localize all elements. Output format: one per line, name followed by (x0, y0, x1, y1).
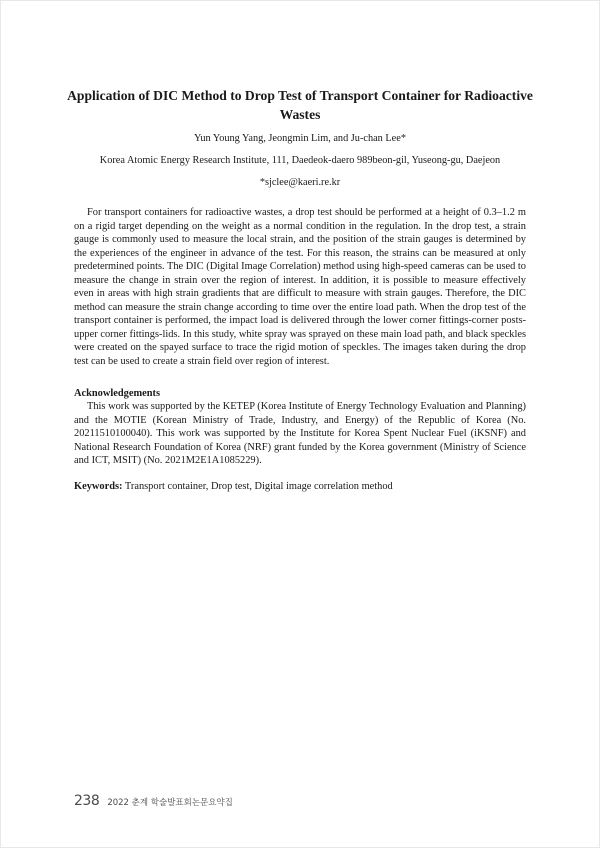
page-number: 238 (74, 793, 100, 809)
proceedings-title: 2022 춘계 학술발표회논문요약집 (107, 798, 233, 808)
keywords (74, 480, 526, 493)
paper-title: Application of DIC Method to Drop Test of Transport Container for Radioactive Wastes (67, 88, 533, 122)
acknowledgements-heading: Acknowledgements (74, 388, 161, 399)
keywords-label: Keywords: (74, 481, 123, 492)
affiliation: Korea Atomic Energy Research Institute, 111, Daedeok-daero 989beon-gil, Yuseong-gu, Daejeon (99, 155, 501, 166)
acknowledgements-body: This work was supported by the KETEP (Korea Institute of Energy Technology Evaluation and Planning) and the MOTIE (Korean Ministry of Trade, Industry, and Energy) of the Republic of Korea (No. 20211510100040). This work was supported by the Institute for Korea Spent Nuclear Fuel (iKSNF) and National Research Foundation of Korea (NRF) grant funded by the Korea government (Ministry of Science and ICT, MSIT) (No. 2021M2E1A1085229). (74, 401, 526, 466)
abstract-body: For transport containers for radioactive wastes, a drop test should be performed at a height of 0.3–1.2 m on a rigid target depending on the weight as a normal condition in the regulation. In the drop test, a strain gauge is commonly used to measure the local strain, and the position of the strain gauges is determined by the experiences of the engineer in advance of the test. For this reason, the strains can be measured at only predetermined points. The DIC (Digital Image Correlation) method using high-speed cameras can be used to measure the change in strain over the region of interest. In addition, it is possible to measure effectively even in areas with high strain gradients that are difficult to measure with strain gauges. Therefore, the DIC method can measure the strain change according to time over the entire load path. When the drop test of the transport container is performed, the impact load is delivered through the lower corner fittings-corner posts-upper corner fittings-lids. In this study, white spray was sprayed on these main load path, and black speckles were created on the spayed surface to trace the rigid motion of speckles. The images taken during the drop test can be used to create a strain field over region of interest. (74, 207, 526, 367)
keywords-value: Transport container, Drop test, Digital image correlation method (122, 481, 393, 492)
authors: Yun Young Yang, Jeongmin Lim, and Ju-chan Lee* (194, 133, 406, 144)
page-footer (74, 790, 233, 809)
corresponding-email: *sjclee@kaeri.re.kr (259, 177, 341, 188)
